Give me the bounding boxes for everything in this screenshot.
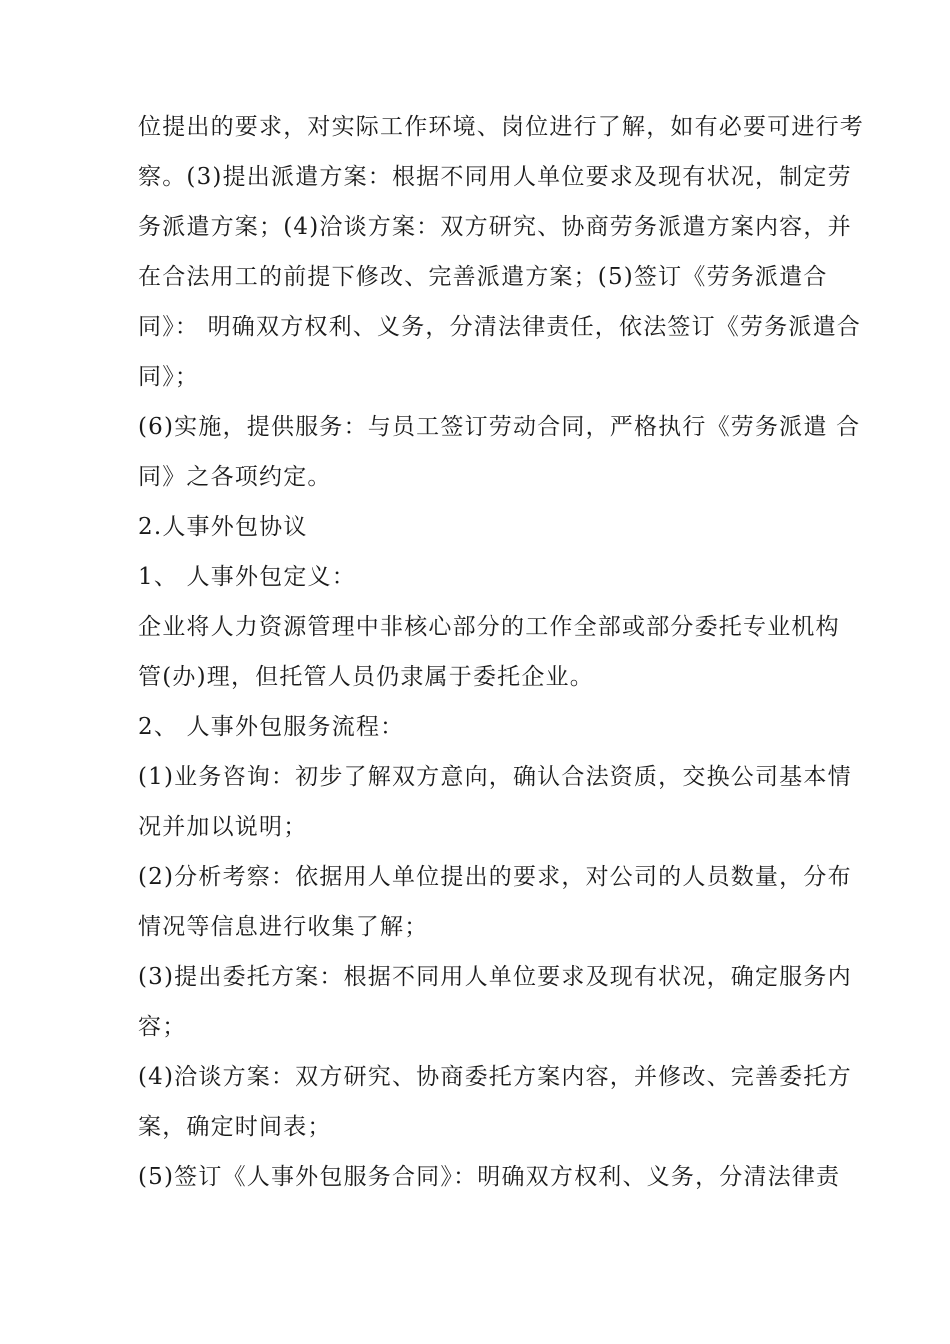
text-line: (2)分析考察：依据用人单位提出的要求，对公司的人员数量，分布 (138, 864, 852, 890)
subsection-heading: 2、 人事外包服务流程： (138, 714, 405, 740)
text-line: (3)提出委托方案：根据不同用人单位要求及现有状况，确定服务内 (138, 964, 852, 990)
section-heading: 2.人事外包协议 (138, 514, 308, 540)
text-line: (1)业务咨询：初步了解双方意向，确认合法资质，交换公司基本情 (138, 764, 852, 790)
text-line: 在合法用工的前提下修改、完善派遣方案；(5)签订《劳务派遣合 (138, 264, 828, 290)
text-line: 管(办)理，但托管人员仍隶属于委托企业。 (138, 664, 594, 690)
text-line: 容； (138, 1014, 187, 1040)
text-line: (6)实施，提供服务：与员工签订劳动合同，严格执行《劳务派遣 合 (138, 414, 861, 440)
text-line: 况并加以说明； (138, 814, 308, 840)
text-line: 同》之各项约定。 (138, 464, 332, 490)
text-line: 同》： 明确双方权利、义务，分清法律责任，依法签订《劳务派遣合 (138, 314, 862, 340)
text-line: 同》； (138, 364, 200, 390)
text-line: 察。(3)提出派遣方案：根据不同用人单位要求及现有状况，制定劳 (138, 164, 852, 190)
subsection-heading: 1、 人事外包定义： (138, 564, 356, 590)
text-line: 情况等信息进行收集了解； (138, 914, 429, 940)
text-line: 企业将人力资源管理中非核心部分的工作全部或部分委托专业机构 (138, 614, 840, 640)
text-line: 位提出的要求，对实际工作环境、岗位进行了解，如有必要可进行考 (138, 114, 864, 140)
text-line: (4)洽谈方案：双方研究、协商委托方案内容，并修改、完善委托方 (138, 1064, 852, 1090)
text-line: 案，确定时间表； (138, 1114, 332, 1140)
text-line: (5)签订《人事外包服务合同》：明确双方权利、义务，分清法律责 (138, 1164, 841, 1190)
text-line: 务派遣方案；(4)洽谈方案：双方研究、协商劳务派遣方案内容，并 (138, 214, 852, 240)
